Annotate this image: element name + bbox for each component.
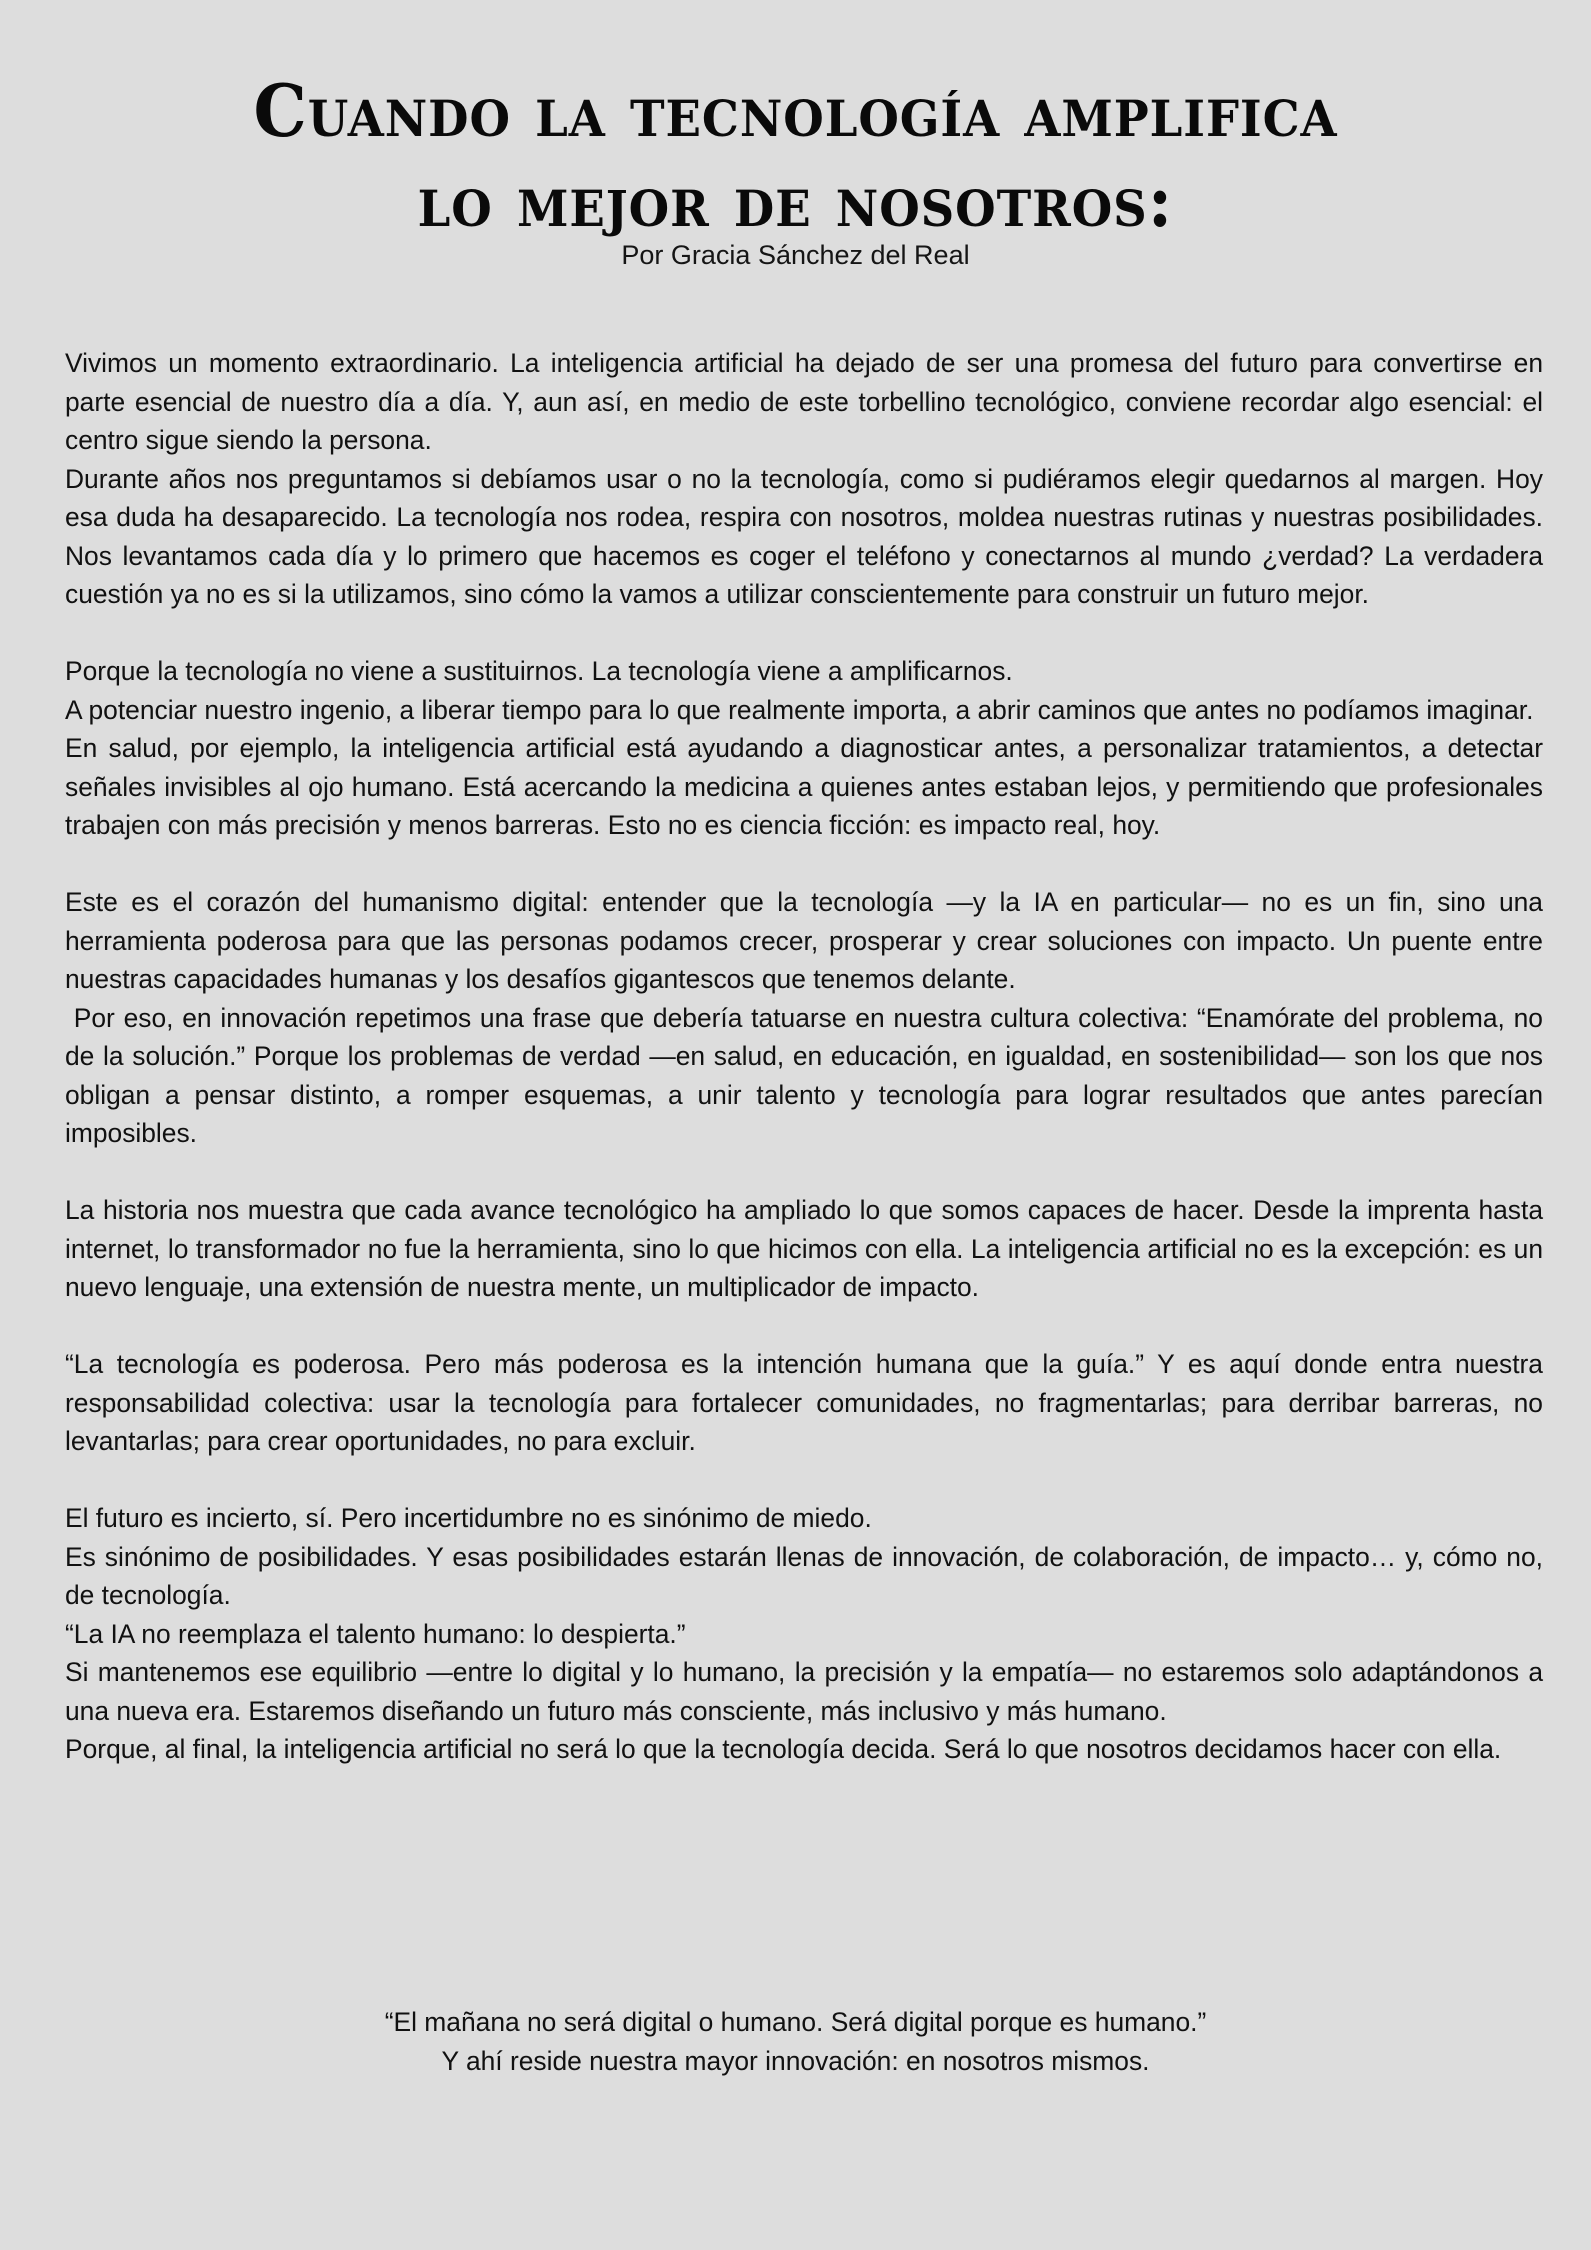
paragraph-gap (65, 845, 1543, 884)
paragraph: Vivimos un momento extraordinario. La inteligencia artificial ha dejado de ser una promesa del futuro para convertirse en parte esencial de nuestro día a día. Y, aun así, en medio de este torbellino tecnológico, conviene recordar algo esencial: el centro sigue siendo la persona. (65, 348, 1543, 455)
closing-quote (0, 2003, 1591, 2080)
paragraph: Es sinónimo de posibilidades. Y esas posibilidades estarán llenas de innovación, de colaboración, de impacto… y, cómo no, de tecnología. (65, 1541, 1543, 1610)
paragraph: Porque la tecnología no viene a sustituirnos. La tecnología viene a amplificarnos. (65, 656, 1013, 686)
paragraph: En salud, por ejemplo, la inteligencia artificial está ayudando a diagnosticar antes, a personalizar tratamientos, a detectar señales invisibles al ojo humano. Está acercando la medicina a quienes antes estaban lejos, y permitiendo que profesionales trabajen con más precisión y menos barreras. Esto no es ciencia ficción: es impacto real, hoy. (65, 733, 1543, 840)
byline: Por Gracia Sánchez del Real (621, 240, 970, 270)
paragraph-gap (65, 614, 1543, 653)
paragraph: A potenciar nuestro ingenio, a liberar tiempo para lo que realmente importa, a abrir caminos que antes no podíamos imaginar. (65, 694, 1534, 725)
paragraph-gap (65, 1153, 1543, 1192)
paragraph-gap (65, 1461, 1543, 1500)
paragraph: El futuro es incierto, sí. Pero incertidumbre no es sinónimo de miedo. (65, 1503, 872, 1533)
paragraph: Si mantenemos ese equilibrio —entre lo digital y lo humano, la precisión y la empatía— no estaremos solo adaptándonos a una nueva era. Estaremos diseñando un futuro más consciente, más inclusivo y más humano. (65, 1657, 1543, 1726)
paragraph: La historia nos muestra que cada avance tecnológico ha ampliado lo que somos capaces de hacer. Desde la imprenta hasta internet, lo transformador no fue la herramienta, sino lo que hicimos con ella. La inteligencia artificial no es la excepción: es un nuevo lenguaje, una extensión de nuestra mente, un multiplicador de impacto. (65, 1195, 1543, 1302)
paragraph: Por eso, en innovación repetimos una frase que debería tatuarse en nuestra cultura colectiva: “Enamórate del problema, no de la solución.” Porque los problemas de verdad —en salud, en educación, en igualdad, en sostenibilidad— son los que nos obligan a pensar distinto, a romper esquemas, a unir talento y tecnología para lograr resultados que antes parecían imposibles. (65, 1002, 1551, 1148)
closing-line-1: “El mañana no será digital o humano. Será digital porque es humano.” (384, 2007, 1207, 2037)
title-line-1: Cuando la tecnología amplifica (253, 68, 1338, 153)
paragraph: Porque, al final, la inteligencia artificial no será lo que la tecnología decida. Será lo que nosotros decidamos hacer con ella. (65, 1734, 1502, 1764)
title-line-2: lo mejor de nosotros: (417, 158, 1174, 243)
article-title (0, 66, 1591, 246)
paragraph: Este es el corazón del humanismo digital: entender que la tecnología —y la IA en particular— no es un fin, sino una herramienta poderosa para que las personas podamos crecer, prosperar y crear soluciones con impacto. Un puente entre nuestras capacidades humanas y los desafíos gigantescos que tenemos delante. (65, 887, 1543, 994)
quote-paragraph: “La IA no reemplaza el talento humano: lo despierta.” (65, 1618, 686, 1649)
paragraph: “La tecnología es poderosa. Pero más poderosa es la intención humana que la guía.” Y es aquí donde entra nuestra responsabilidad colectiva: usar la tecnología para fortalecer comunidades, no fragmentarlas; para derribar barreras, no levantarlas; para crear oportunidades, no para excluir. (65, 1349, 1543, 1456)
paragraph: Durante años nos preguntamos si debíamos usar o no la tecnología, como si pudiéramos elegir quedarnos al margen. Hoy esa duda ha desaparecido. La tecnología nos rodea, respira con nosotros, moldea nuestras rutinas y nuestras posibilidades. Nos levantamos cada día y lo primero que hacemos es coger el teléfono y conectarnos al mundo ¿verdad? La verdadera cuestión ya no es si la utilizamos, sino cómo la vamos a utilizar conscientemente para construir un futuro mejor. (65, 463, 1543, 609)
paragraph-gap (65, 1307, 1543, 1346)
article-body (65, 344, 1551, 1769)
closing-line-2: Y ahí reside nuestra mayor innovación: en nosotros mismos. (441, 2045, 1150, 2076)
